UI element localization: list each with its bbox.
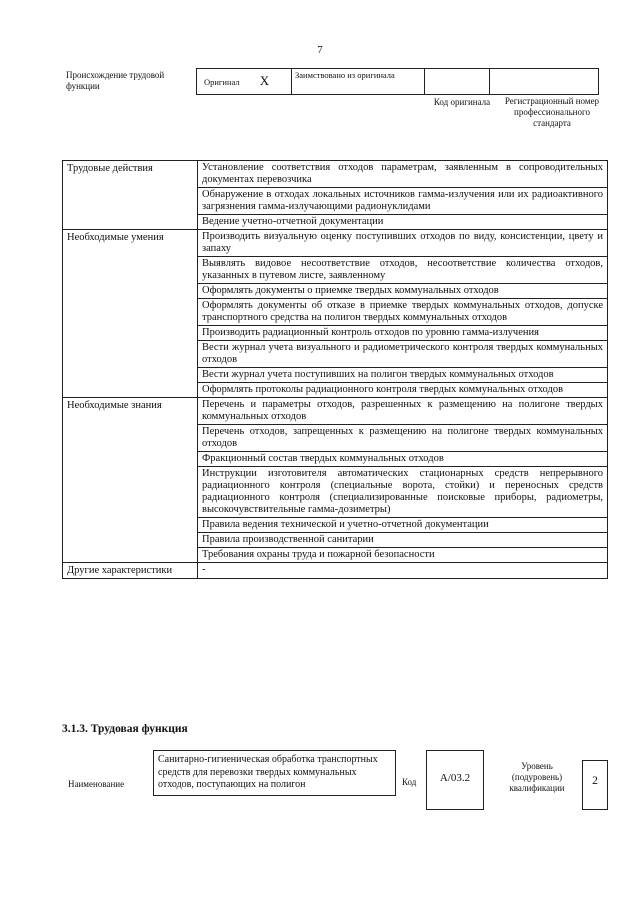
characteristics-row [63,230,608,257]
section-heading: 3.1.3. Трудовая функция [62,723,188,735]
item-cell: Правила ведения технической и учетно-отчетной документации [198,518,608,533]
page-number: 7 [317,44,323,56]
qualification-level-label: Уровень (подуровень) квалификации [509,761,565,793]
original-code-caption: Код оригинала [433,97,491,107]
original-code-cell [425,69,490,95]
item-cell: Перечень отходов, запрещенных к размещению на полигоне твердых коммунальных отходов [198,425,608,452]
borrowed-cell: Заимствовано из оригинала [292,69,425,95]
registration-number-caption: Регистрационный номер профессионального стандарта [504,96,600,128]
item-cell: Ведение учетно-отчетной документации [198,215,608,230]
item-cell: Вести журнал учета поступивших на полигон твердых коммунальных отходов [198,368,608,383]
characteristics-row [63,398,608,425]
item-cell: Обнаружение в отходах локальных источников гамма-излучения или их радиоактивного загрязнения гамма-излучающими радионуклидами [198,188,608,215]
item-cell: Производить радиационный контроль отходов по уровню гамма-излучения [198,326,608,341]
labour-function-code-label: Код [402,777,417,787]
original-cell [197,69,292,95]
item-cell: Установление соответствия отходов параметрам, заявленным в сопроводительных документах перевозчика [198,161,608,188]
item-cell: Фракционный состав твердых коммунальных отходов [198,452,608,467]
item-cell: Производить визуальную оценку поступивших отходов по виду, консистенции, цвету и запаху [198,230,608,257]
origin-label: Происхождение трудовой функции [66,70,165,91]
item-cell: Выявлять видовое несоответствие отходов, несоответствие количества отходов, указанных в путевом листе, заявленному [198,257,608,284]
item-cell: Вести журнал учета визуального и радиометрического контроля твердых коммунальных отходов [198,341,608,368]
item-cell: Оформлять документы о приемке твердых коммунальных отходов [198,284,608,299]
labour-function-name-label: Наименование [68,779,125,789]
labour-function-code: А/03.2 [426,750,484,810]
item-cell: - [198,563,608,579]
category-cell: Необходимые умения [63,230,198,398]
original-label: Оригинал [204,77,240,87]
qualification-level: 2 [582,760,608,810]
item-cell: Инструкции изготовителя автоматических стационарных средств непрерывного радиационного контроля (специальные ворота, стойки) и переносных средств радиационного контроля (специализированные поисковые приборы, радиометры, высокочувствительные гамма-дозиметры) [198,467,608,518]
item-cell: Оформлять протоколы радиационного контроля твердых коммунальных отходов [198,383,608,398]
origin-table [196,68,599,95]
category-cell: Другие характеристики [63,563,198,579]
characteristics-table [62,160,608,579]
registration-number-cell [490,69,599,95]
item-cell: Перечень и параметры отходов, разрешенных к размещению на полигоне твердых коммунальных отходов [198,398,608,425]
original-mark: X [259,73,270,88]
item-cell: Правила производственной санитарии [198,533,608,548]
category-cell: Трудовые действия [63,161,198,230]
item-cell: Оформлять документы об отказе в приемке твердых коммунальных отходов, допуске транспортного средства на полигон твердых коммунальных отходов [198,299,608,326]
category-cell: Необходимые знания [63,398,198,563]
characteristics-row [63,563,608,579]
labour-function-title: Санитарно-гигиеническая обработка транспортных средств для перевозки твердых коммунальных отходов, поступающих на полигон [153,750,396,796]
characteristics-row [63,161,608,188]
item-cell: Требования охраны труда и пожарной безопасности [198,548,608,563]
